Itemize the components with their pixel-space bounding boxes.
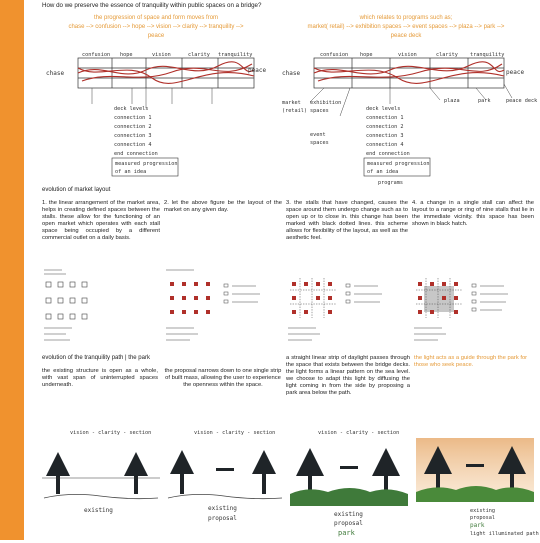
park-sketch-2-label-proposal: proposal <box>208 515 237 522</box>
park-sketch-4-label-park: park <box>470 522 485 529</box>
diagram-left-label-2: vision <box>152 52 171 58</box>
diagram-right-side-4: event <box>310 132 326 138</box>
park-sketch-4-label-existing: existing <box>470 508 495 514</box>
market-sketch-2 <box>164 266 284 348</box>
diagram-right-legend-2: connection 2 <box>366 124 404 130</box>
market-section-title: evolution of market layout <box>42 187 111 193</box>
market-column-3: 3. the stalls that have changed, causes the space around them undergo change such as to open up or to close in. this change has been marked with black dotted lines. this scheme allows for flexibility of the layout, as well as the aesthetic feel. <box>286 200 408 242</box>
diagram-right-legend-4: connection 4 <box>366 142 404 148</box>
park-sketch-4-label-light: light illuminated path <box>470 531 539 537</box>
progression-right-end: peace deck <box>390 33 422 39</box>
park-section-title: evolution of the tranquility path | the park <box>42 355 150 361</box>
park-column-2: the proposal narrows down to one single strip of built mass, allowing the user to experience the openness within the space. <box>164 368 282 389</box>
park-sketch-4-label-proposal: proposal <box>470 515 495 521</box>
park-column-3: a straight linear strip of daylight passes through the space that exists between the bridge decks. the light forms a linear pattern on the sea level. we choose to adapt this light by diffusing the light coming in from the side by proposing a park area below the path. <box>286 355 410 397</box>
diagram-right-side-2: exhibition <box>310 100 342 106</box>
diagram-right-park: park <box>478 98 491 104</box>
diagram-left-legend-4: connection 4 <box>114 142 152 148</box>
diagram-right-label-2: vision <box>398 52 417 58</box>
park-sketch-park <box>288 420 410 538</box>
progression-left-intro: the progression of space and form moves from <box>93 15 219 21</box>
diagram-right-plaza: plaza <box>444 98 460 104</box>
market-sketch-1 <box>42 266 162 348</box>
page <box>34 0 538 540</box>
park-sketch-1-label-existing: existing <box>84 507 113 514</box>
diagram-right-legend-3: connection 3 <box>366 133 404 139</box>
diagram-left-label-4: tranquility <box>218 52 253 58</box>
diagram-left-legend-1: connection 1 <box>114 115 152 121</box>
diagram-right-label-3: clarity <box>436 52 458 58</box>
diagram-right-label-1: hope <box>360 52 373 58</box>
diagram-left-legend-2: connection 2 <box>114 124 152 130</box>
park-sketch-2-title: vision - clarity - section <box>194 430 276 436</box>
market-column-4: 4. a change in a single stall can affect the layout to a range or ring of nine stalls that lie in the immediate vicinity. this space has been shown in black hatch. <box>412 200 534 228</box>
market-sketch-3 <box>286 266 406 348</box>
diagram-left-box-line-1: of an idea <box>115 169 147 175</box>
diagram-right-side-3: spaces <box>310 108 329 114</box>
diagram-left-label-1: hope <box>120 52 133 58</box>
park-column-4: the light acts as a guide through the park for those who seek peace. <box>414 355 528 369</box>
progression-right-intro: which relates to programs such as; <box>359 15 453 21</box>
diagram-left-peace: peace <box>248 67 267 74</box>
diagram-right-side-0: market <box>282 100 301 106</box>
park-sketch-3-label-proposal: proposal <box>334 520 363 527</box>
diagram-right-programs: programs <box>378 180 403 186</box>
diagram-right-box-line-1: of an idea <box>367 169 399 175</box>
progression-left <box>38 14 274 41</box>
park-sketch-3-title: vision - clarity - section <box>318 430 400 436</box>
park-sketch-3-label-park: park <box>338 529 355 537</box>
market-column-1: 1. the linear arrangement of the market area, helps in creating defined spaces between the stalls. these allow for the functioning of an open market which operates with each stall space being occupied by a different commercial outlet on a daily basis. <box>42 200 160 242</box>
market-sketch-4 <box>412 266 532 348</box>
park-sketch-3-label-existing: existing <box>334 511 363 518</box>
diagram-left-legend-3: connection 3 <box>114 133 152 139</box>
diagram-right-legend-5: end connection <box>366 151 410 157</box>
diagram-left-legend-5: end connection <box>114 151 158 157</box>
diagram-right-peace: peace <box>506 69 525 76</box>
park-column-1: the existing structure is open as a whole, with vast span of uninterrupted spaces underneath. <box>42 368 158 389</box>
diagram-right-box-line-0: measured progression <box>367 161 430 167</box>
diagram-right-label-4: tranquility <box>470 52 505 58</box>
progression-left-sequence: chase --> confusion --> hope --> vision --> clarity --> tranquility --> <box>68 24 244 30</box>
diagram-right-peace-deck: peace deck <box>506 98 538 104</box>
diagram-right-chase: chase <box>282 70 301 77</box>
park-sketch-2-label-existing: existing <box>208 505 237 512</box>
market-column-2: 2. let the above figure be the layout of the market on any given day. <box>164 200 282 214</box>
diagram-left-chase: chase <box>46 70 65 77</box>
diagram-left-box-line-0: measured progression <box>115 161 178 167</box>
park-sketch-1-title: vision - clarity - section <box>70 430 152 436</box>
diagram-right-side-1: (retail) <box>282 108 307 114</box>
progression-diagram-left <box>42 48 274 180</box>
park-sketch-proposal <box>164 420 286 538</box>
park-sketch-existing <box>40 420 162 538</box>
diagram-right-label-0: confusion <box>320 52 349 58</box>
progression-diagram-right <box>280 48 538 188</box>
progression-right-sequence: market( retail) --> exhibition spaces --> event spaces --> plaza --> park --> <box>307 24 505 30</box>
progression-left-end: peace <box>147 33 165 39</box>
diagram-left-label-0: confusion <box>82 52 111 58</box>
diagram-right-legend-0: deck levels <box>366 106 401 112</box>
progression-right <box>280 14 532 41</box>
diagram-left-label-3: clarity <box>188 52 210 58</box>
park-sketch-illuminated <box>414 420 539 538</box>
diagram-right-legend-1: connection 1 <box>366 115 404 121</box>
page-question: How do we preserve the essence of tranquility within public spaces on a bridge? <box>42 2 262 9</box>
diagram-right-side-5: spaces <box>310 140 329 146</box>
orange-sidebar <box>0 0 24 540</box>
diagram-left-legend-0: deck levels <box>114 106 149 112</box>
